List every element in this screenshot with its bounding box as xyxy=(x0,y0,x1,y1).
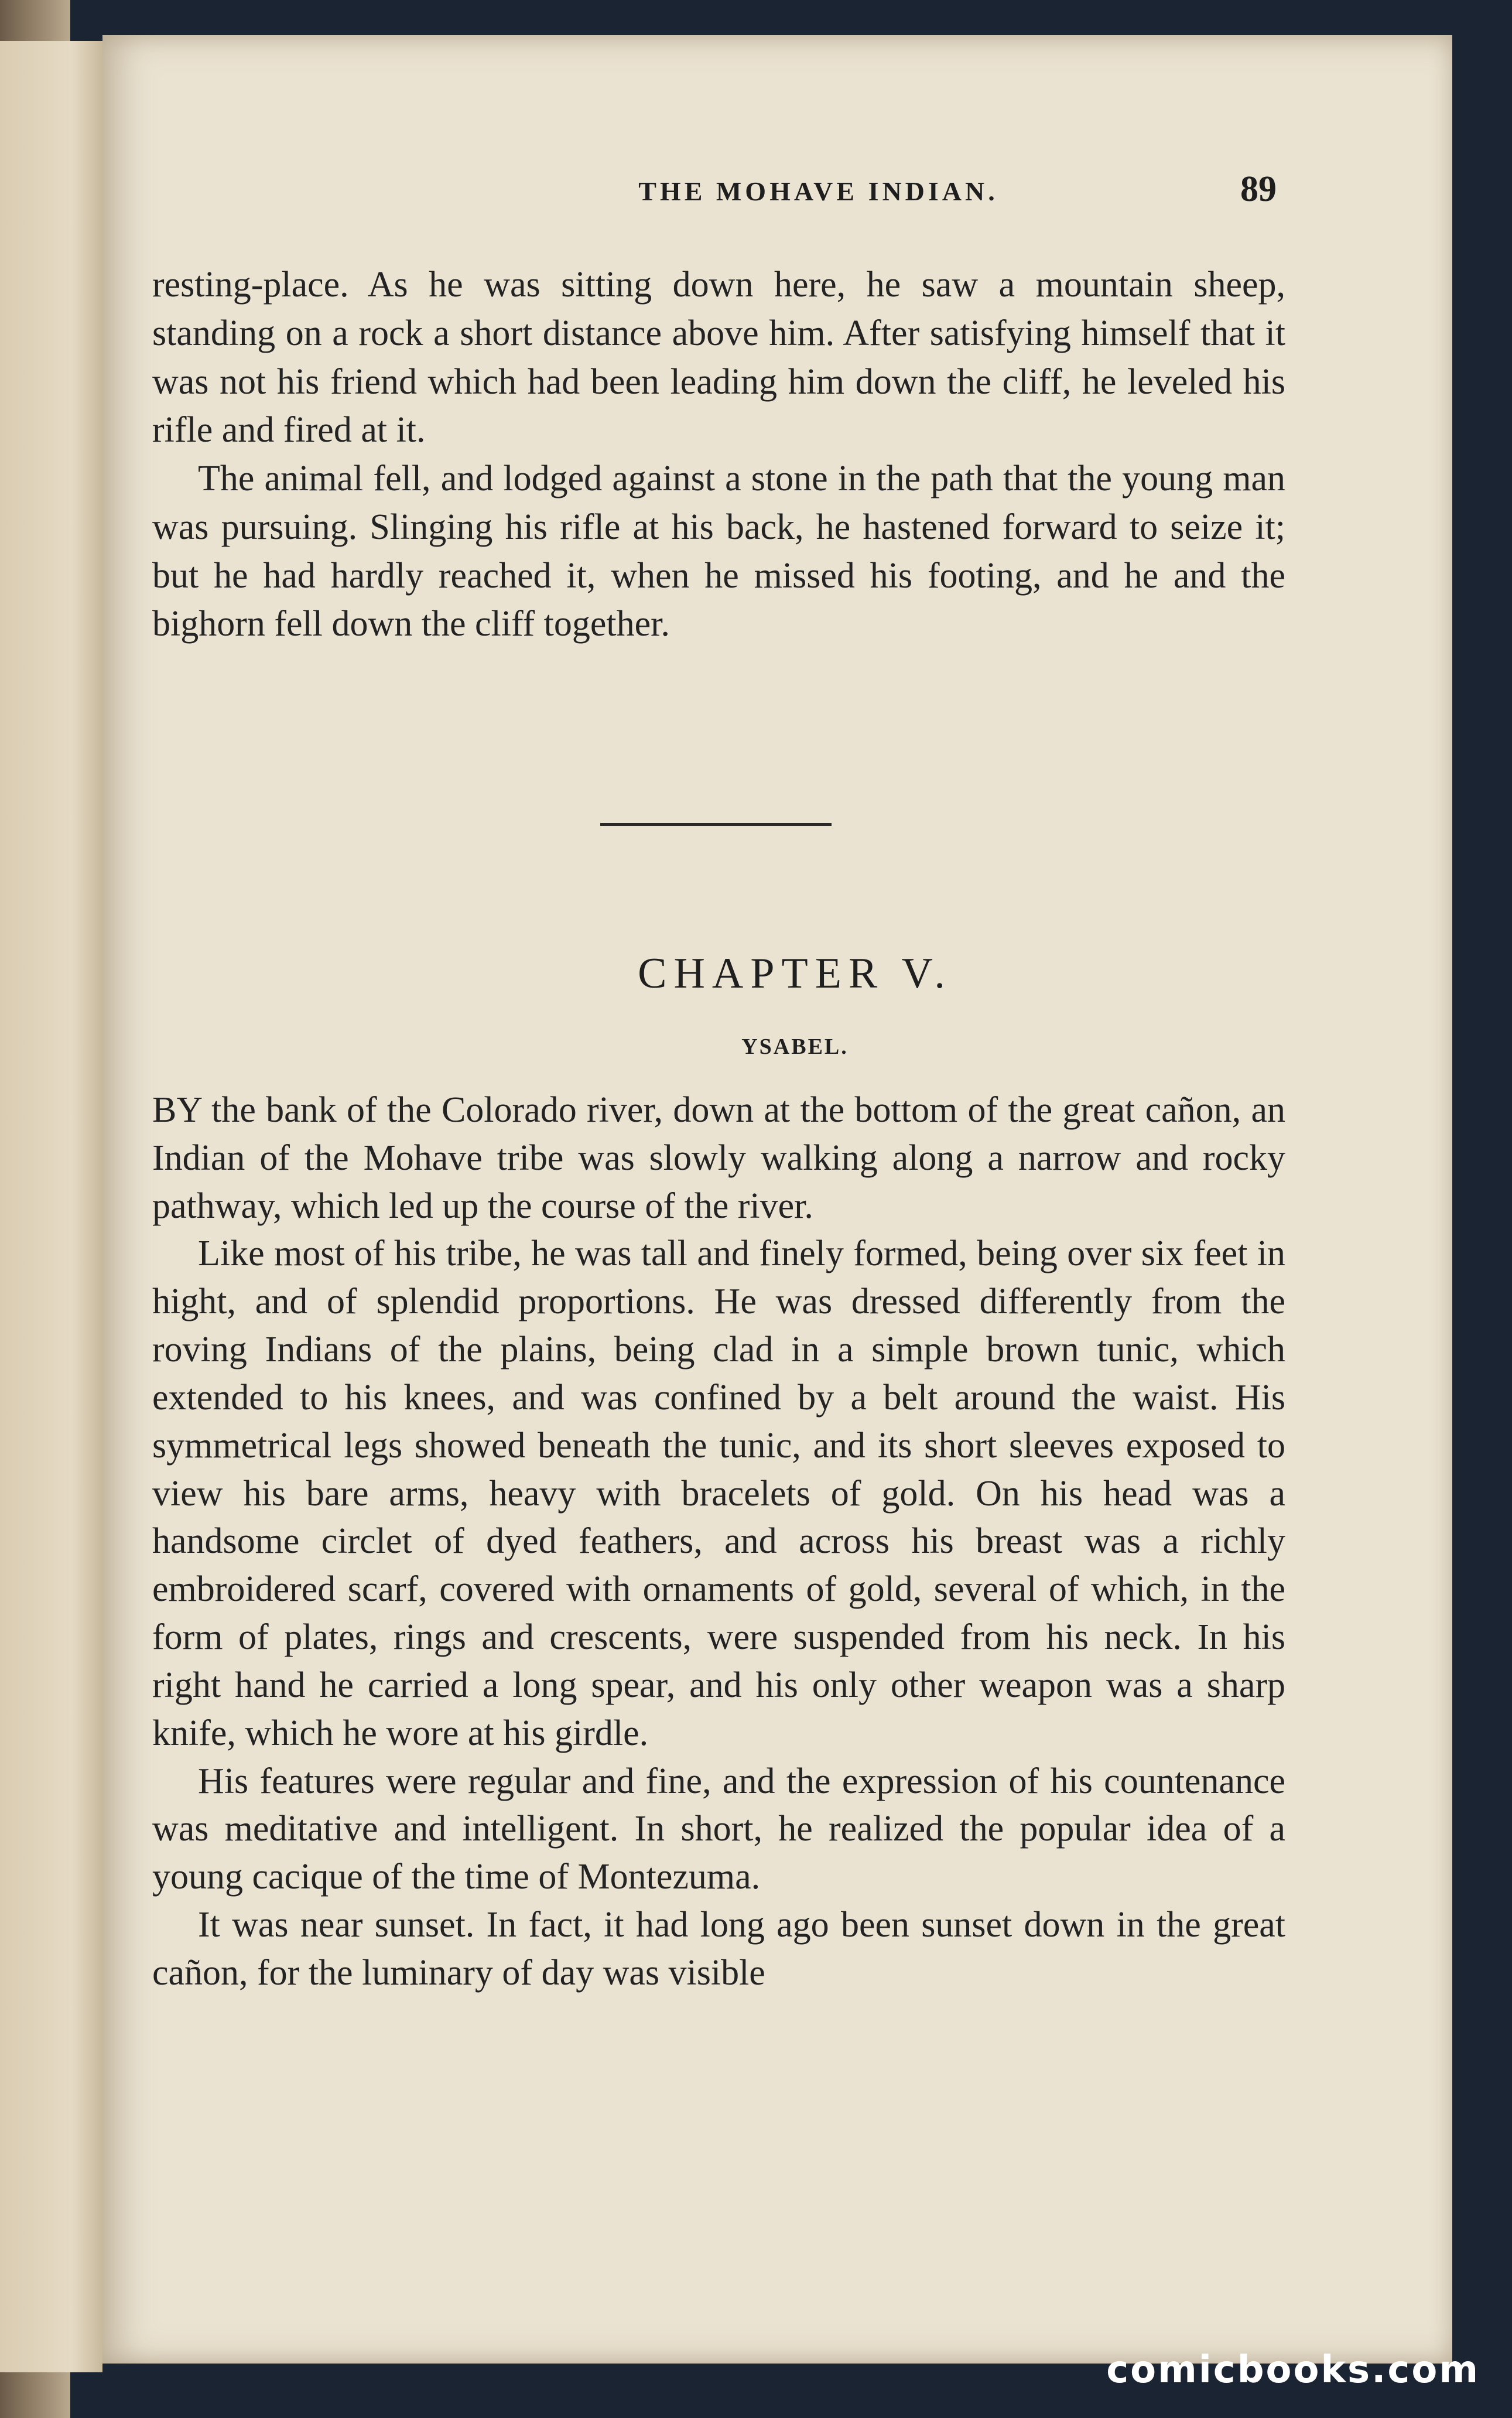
paragraph: resting-place. As he was sitting down here, he saw a mountain sheep, standing on a rock a short distance above him. After satisfying himself that it was not his friend which had been leading him down the cliff, he leveled his rifle and fired at it. xyxy=(152,265,1285,450)
paragraph: His features were regular and fine, and the expression of his countenance was meditative and intelligent. In short, he realized the popular idea of a young cacique of the time of Montezuma. xyxy=(152,1761,1285,1897)
page-number: 89 xyxy=(1240,169,1277,209)
watermark: comicbooks.com xyxy=(1106,2348,1480,2392)
chapter-heading: CHAPTER V. xyxy=(638,950,952,998)
chapter-title: YSABEL. xyxy=(741,1034,849,1059)
paragraph: It was near sunset. In fact, it had long ago been sunset down in the great cañon, for the luminary of day was visible xyxy=(152,1905,1285,1993)
book-page xyxy=(102,35,1452,2364)
paragraph: Like most of his tribe, he was tall and finely formed, being over six feet in hight, and of splendid proportions. He was dressed differently from the roving Indians of the plains, being clad in a simple brown tunic, which extended to his knees, and was confined by a belt around the waist. His symmetrical legs showed beneath the tunic, and its short sleeves exposed to view his bare arms, heavy with bracelets of gold. On his head was a handsome circlet of dyed feathers, and across his breast was a richly embroidered scarf, covered with ornaments of gold, several of which, in the form of plates, rings and crescents, were suspended from his neck. In his right hand he carried a long spear, and his only other weapon was a sharp knife, which he wore at his girdle. xyxy=(152,1234,1285,1753)
page-header xyxy=(102,152,1452,223)
section-2-text xyxy=(152,1087,1285,1997)
facing-page-edge xyxy=(0,41,102,2372)
running-head: THE MOHAVE INDIAN. xyxy=(638,176,998,206)
paragraph: The animal fell, and lodged against a stone in the path that the young man was pursuing. Slinging his rifle at his back, he hastened forward to seize it; but he had hardly reached it, when he missed his footing, and he and the bighorn fell down the cliff together. xyxy=(152,459,1285,644)
paragraph: BY the bank of the Colorado river, down at the bottom of the great cañon, an Indian of the Mohave tribe was slowly walking along a narrow and rocky pathway, which led up the course of the river. xyxy=(152,1090,1285,1226)
section-divider-rule xyxy=(600,823,832,826)
section-1-text xyxy=(152,261,1285,648)
